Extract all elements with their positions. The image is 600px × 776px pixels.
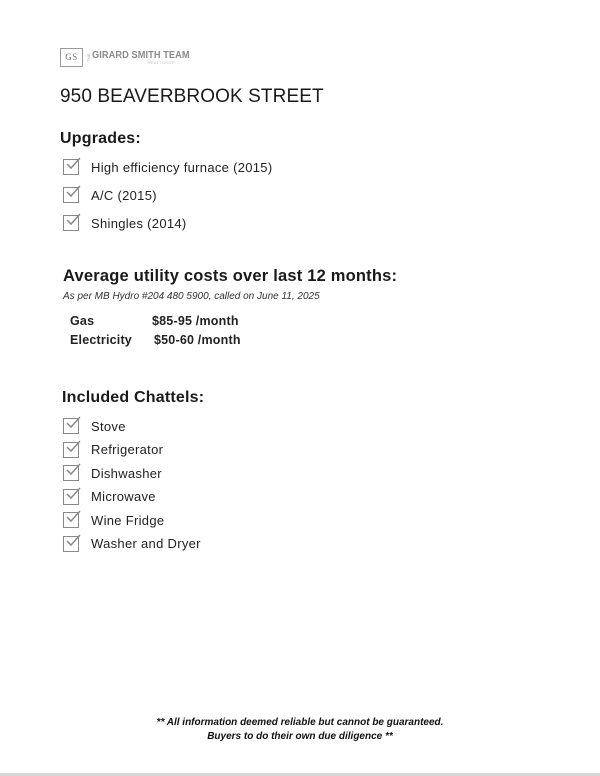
utility-note: As per MB Hydro #204 480 5900, called on June 11, 2025 <box>63 291 320 302</box>
list-item <box>63 159 272 175</box>
chattel-label: Microwave <box>91 489 156 504</box>
checkbox-checked-icon <box>63 465 79 481</box>
checkbox-checked-icon <box>63 536 79 552</box>
upgrades-heading: Upgrades: <box>60 130 141 147</box>
chattel-label: Washer and Dryer <box>91 536 201 551</box>
list-item <box>63 442 163 458</box>
chattel-label: Wine Fridge <box>91 512 165 528</box>
list-item <box>63 536 201 552</box>
checkbox-checked-icon <box>63 215 79 231</box>
upgrade-label: Shingles (2014) <box>91 215 187 231</box>
checkbox-checked-icon <box>63 442 79 458</box>
list-item <box>63 187 157 203</box>
disclaimer-line-2: Buyers to do their own due diligence ** <box>207 731 393 742</box>
checkbox-checked-icon <box>63 512 79 528</box>
chattel-label: Stove <box>91 418 126 434</box>
utility-name: Electricity <box>70 333 132 347</box>
logo-subtitle: REALTORS® <box>148 60 175 65</box>
brand-logo <box>60 47 198 67</box>
list-item <box>63 215 187 231</box>
checkbox-checked-icon <box>63 187 79 203</box>
utility-name: Gas <box>70 314 95 328</box>
disclaimer <box>0 716 600 744</box>
utility-row-gas <box>70 314 239 328</box>
logo-monogram: GS <box>60 48 83 67</box>
upgrade-label: High efficiency furnace (2015) <box>91 159 273 175</box>
chattel-label: Dishwasher <box>91 465 162 481</box>
logo-name: GIRARD SMITH TEAM <box>92 49 190 61</box>
logo-the: THE <box>86 52 91 62</box>
upgrade-label: A/C (2015) <box>91 187 157 203</box>
chattels-heading: Included Chattels: <box>62 389 205 406</box>
checkbox-checked-icon <box>63 489 79 505</box>
utility-value: $85-95 /month <box>152 314 239 328</box>
chattel-label: Refrigerator <box>91 442 164 457</box>
utility-heading: Average utility costs over last 12 months: <box>63 267 398 285</box>
list-item <box>63 489 156 505</box>
disclaimer-line-1: ** All information deemed reliable but cannot be guaranteed. <box>156 717 444 728</box>
page-title: 950 BEAVERBROOK STREET <box>60 86 324 107</box>
list-item <box>63 512 164 528</box>
checkbox-checked-icon <box>63 418 79 434</box>
checkbox-checked-icon <box>63 159 79 175</box>
list-item <box>63 465 162 481</box>
utility-value: $50-60 /month <box>154 333 241 347</box>
list-item <box>63 418 126 434</box>
utility-row-electricity <box>70 333 241 347</box>
